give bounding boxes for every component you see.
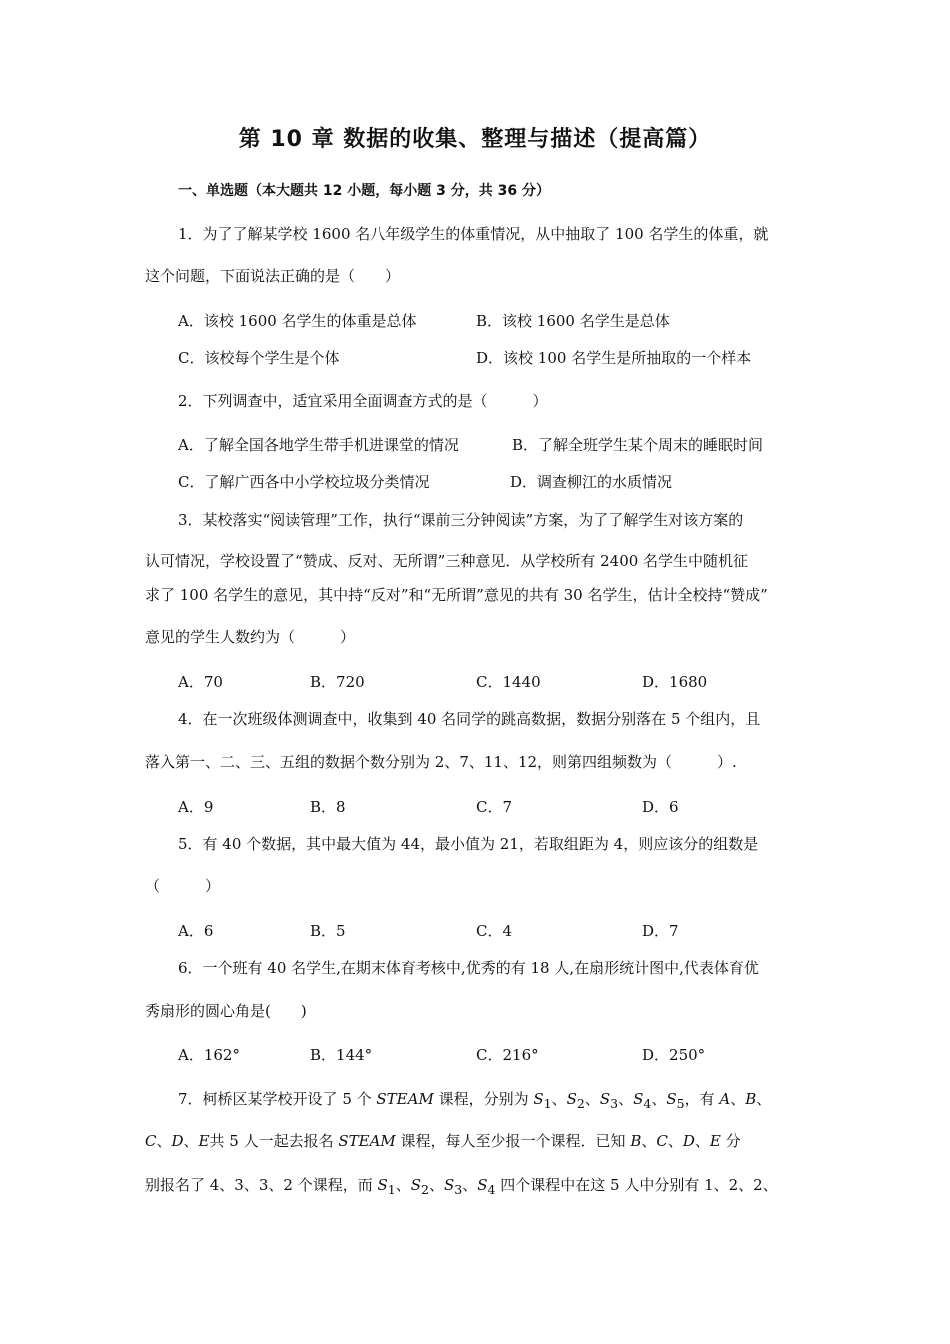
q6-option-c: C．216°	[476, 1046, 539, 1064]
q6-line-2: 秀扇形的圆心角是( )	[145, 1002, 307, 1020]
q6-option-d: D．250°	[642, 1046, 706, 1064]
q2-line-1: 2．下列调查中，适宜采用全面调查方式的是（ ）	[178, 392, 548, 410]
q7-line-2: C、D、E共 5 人一起去报名 STEAM 课程，每人至少报一个课程．已知 B、C、D、E 分	[145, 1132, 741, 1150]
q6-line-1: 6．一个班有 40 名学生,在期末体育考核中,优秀的有 18 人,在扇形统计图中,代表体育优	[178, 959, 759, 977]
q3-option-b: B．720	[310, 673, 365, 691]
q5-line-1: 5．有 40 个数据，其中最大值为 44，最小值为 21，若取组距为 4，则应该分的组数是	[178, 835, 759, 853]
q2-option-c: C．了解广西各中小学校垃圾分类情况	[178, 473, 430, 491]
q1-option-a: A．该校 1600 名学生的体重是总体	[178, 312, 417, 330]
q2-option-b: B．了解全班学生某个周末的睡眠时间	[512, 436, 764, 454]
q3-option-c: C．1440	[476, 673, 541, 691]
q5-option-d: D．7	[642, 922, 679, 940]
q4-option-c: C．7	[476, 798, 513, 816]
q3-line-2: 认可情况，学校设置了“赞成、反对、无所谓”三种意见．从学校所有 2400 名学生中随机征	[145, 552, 749, 570]
q1-line-2: 这个问题，下面说法正确的是（ ）	[145, 267, 401, 285]
q1-line-1: 1．为了了解某学校 1600 名八年级学生的体重情况，从中抽取了 100 名学生的体重，就	[178, 225, 769, 243]
section-heading: 一、单选题（本大题共 12 小题，每小题 3 分，共 36 分）	[178, 183, 550, 199]
document-title: 第 10 章 数据的收集、整理与描述（提高篇）	[238, 127, 712, 152]
q4-option-d: D．6	[642, 798, 679, 816]
q3-line-3: 求了 100 名学生的意见，其中持“反对”和“无所谓”意见的共有 30 名学生，估计全校持“赞成”	[145, 586, 768, 604]
q3-option-d: D．1680	[642, 673, 708, 691]
q4-option-b: B．8	[310, 798, 346, 816]
q5-option-a: A．6	[178, 922, 214, 940]
q7-line-3: 别报名了 4、3、3、2 个课程，而 $S_1$、$S_2$、$S_3$、$S_4$ 四个课程中在这 5 人中分别有 1、2、2、	[145, 1176, 778, 1197]
q1-option-c: C．该校每个学生是个体	[178, 349, 340, 367]
q3-line-1: 3．某校落实“阅读管理”工作，执行“课前三分钟阅读”方案，为了了解学生对该方案的	[178, 511, 744, 529]
q3-option-a: A．70	[178, 673, 223, 691]
q2-option-a: A．了解全国各地学生带手机进课堂的情况	[178, 436, 459, 454]
q4-line-1: 4．在一次班级体测调查中，收集到 40 名同学的跳高数据，数据分别落在 5 个组内，且	[178, 710, 761, 728]
q7-line-1: 7．柯桥区某学校开设了 5 个 STEAM 课程，分别为 $S_1$、$S_2$、$S_3$、$S_4$、$S_5$，有 A、B、	[178, 1090, 772, 1111]
q4-option-a: A．9	[178, 798, 214, 816]
q6-option-b: B．144°	[310, 1046, 373, 1064]
q1-option-d: D．该校 100 名学生是所抽取的一个样本	[476, 349, 752, 367]
q3-line-4: 意见的学生人数约为（ ）	[145, 628, 356, 646]
q6-option-a: A．162°	[178, 1046, 240, 1064]
q1-option-b: B．该校 1600 名学生是总体	[476, 312, 670, 330]
q2-option-d: D．调查柳江的水质情况	[510, 473, 673, 491]
q5-option-b: B．5	[310, 922, 346, 940]
q5-line-2: （ ）	[145, 877, 221, 895]
q4-line-2: 落入第一、二、三、五组的数据个数分别为 2、7、11、12，则第四组频数为（ ）.	[145, 753, 737, 771]
q5-option-c: C．4	[476, 922, 513, 940]
